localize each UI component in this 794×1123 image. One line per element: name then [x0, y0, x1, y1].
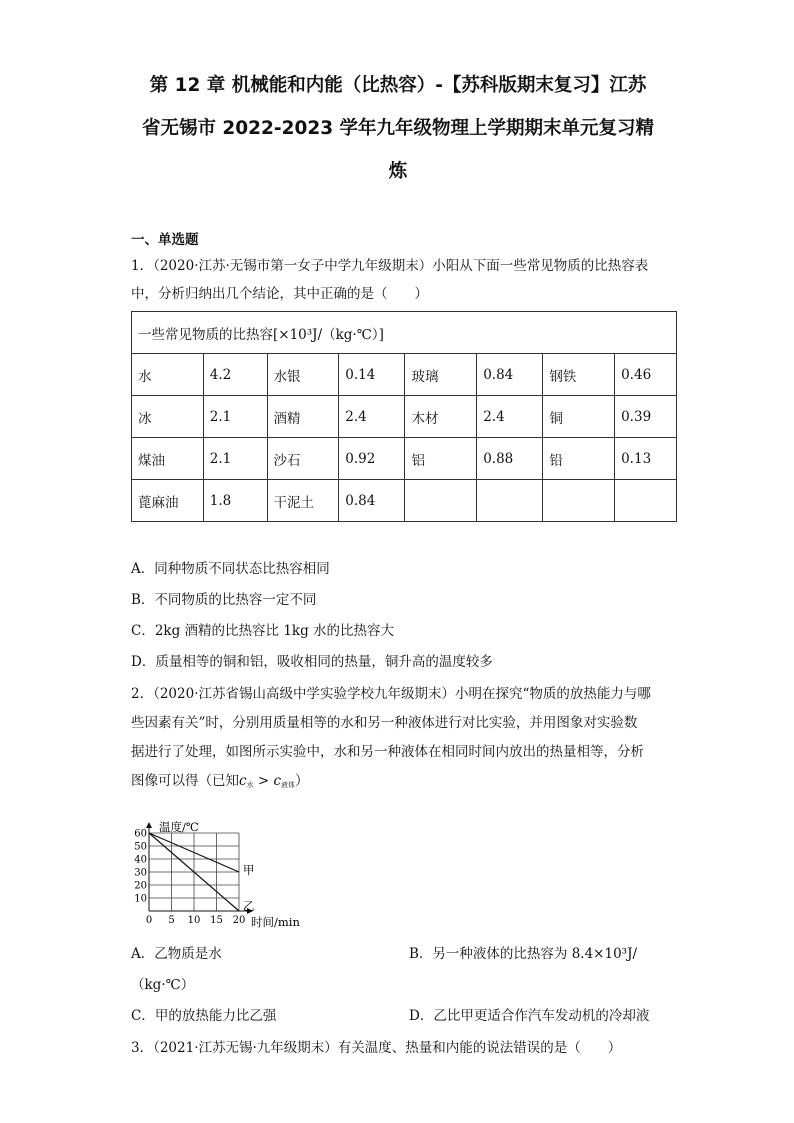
table-cell-value	[477, 480, 543, 522]
table-cell-substance: 铝	[405, 438, 477, 480]
q2-stem-line-1: 2．（2020·江苏省锡山高级中学实验学校九年级期末）小明在探究“物质的放热能力与哪	[131, 686, 651, 702]
q2-stem-line-3: 据进行了处理，如图所示实验中，水和另一种液体在相同时间内放出的热量相等，分析	[131, 744, 644, 760]
table-cell-substance	[543, 480, 615, 522]
title-line-1: 第 12 章 机械能和内能（比热容）-【苏科版期末复习】江苏	[149, 75, 647, 96]
table-cell-value: 0.92	[339, 438, 405, 480]
table-cell-substance: 铅	[543, 438, 615, 480]
q2-option-b-cont: （kg·℃）	[131, 977, 195, 993]
table-cell-substance: 铜	[543, 396, 615, 438]
chart-xlabel: 时间/min	[251, 915, 300, 929]
table-row	[132, 480, 677, 522]
question-2-stem	[131, 680, 665, 800]
y-tick-label: 40	[134, 854, 147, 866]
table-cell-value: 0.84	[477, 354, 543, 396]
x-tick-label: 0	[145, 915, 153, 926]
y-tick-label: 30	[134, 867, 147, 879]
y-tick-label: 50	[134, 841, 147, 853]
q2-option-a: A．乙物质是水	[131, 946, 222, 962]
question-3-stem: 3．（2021·江苏无锡·九年级期末）有关温度、热量和内能的说法错误的是（ ）	[131, 1040, 622, 1056]
x-tick-label: 20	[232, 915, 246, 926]
x-tick-label: 5	[168, 915, 175, 926]
table-cell-value: 0.46	[615, 354, 677, 396]
q2-option-d: D．乙比甲更适合作汽车发动机的冷却液	[409, 1008, 650, 1024]
y-axis-arrow-icon	[146, 822, 152, 828]
q2-line-4-prefix: 图像可以得（已知	[131, 773, 239, 789]
q1-option-d: D．质量相等的铜和铝，吸收相同的热量，铜升高的温度较多	[131, 654, 493, 670]
x-tick-label: 10	[187, 915, 201, 926]
q1-stem-line-1: 1．（2020·江苏·无锡市第一女子中学九年级期末）小阳从下面一些常见物质的比热容表	[131, 258, 649, 274]
c-symbol-liquid: c	[273, 773, 282, 789]
y-tick-label: 10	[134, 893, 147, 905]
title-line-2: 省无锡市 2022-2023 学年九年级物理上学期期末单元复习精	[141, 118, 655, 139]
q2-stem-line-2: 些因素有关”时，分别用质量相等的水和另一种液体进行对比实验，并用图象对实验数	[131, 715, 638, 731]
sub-water: 水	[246, 781, 254, 789]
temperature-time-chart	[128, 818, 318, 930]
table-row	[132, 396, 677, 438]
title-line-3: 炼	[388, 161, 408, 182]
y-tick-label: 60	[134, 828, 147, 840]
table-row	[132, 438, 677, 480]
y-tick-label: 20	[134, 880, 147, 892]
q1-stem-line-2: 中，分析归纳出几个结论，其中正确的是（ ）	[131, 286, 428, 302]
table-cell-value: 4.2	[203, 354, 267, 396]
sub-liquid: 液体	[281, 781, 296, 789]
specific-heat-table	[131, 311, 677, 522]
table-cell-value: 2.1	[203, 438, 267, 480]
table-cell-substance: 木材	[405, 396, 477, 438]
q2-stem-line-4	[131, 767, 665, 800]
table-cell-value: 1.8	[203, 480, 267, 522]
table-cell-substance: 蓖麻油	[132, 480, 204, 522]
table-cell-value: 2.4	[339, 396, 405, 438]
table-cell-value: 2.4	[477, 396, 543, 438]
series-label: 乙	[243, 899, 255, 913]
table-cell-value	[615, 480, 677, 522]
table-cell-substance: 煤油	[132, 438, 204, 480]
greater-than: >	[253, 773, 274, 789]
q1-option-b: B．不同物质的比热容一定不同	[131, 592, 317, 608]
series-label: 甲	[243, 863, 255, 877]
x-tick-label: 15	[210, 915, 223, 926]
q1-option-c: C．2kg 酒精的比热容比 1kg 水的比热容大	[131, 623, 395, 639]
table-cell-substance: 钢铁	[543, 354, 615, 396]
q2-option-c: C．甲的放热能力比乙强	[131, 1008, 277, 1024]
table-caption: 一些常见物质的比热容[×10³J/（kg·℃）]	[132, 312, 677, 354]
table-cell-value: 2.1	[203, 396, 267, 438]
q2-line-4-suffix: ）	[295, 773, 309, 789]
table-cell-value: 0.84	[339, 480, 405, 522]
table-cell-substance: 水	[132, 354, 204, 396]
table-body	[132, 354, 677, 522]
chart-ylabel: 温度/℃	[159, 820, 199, 834]
table-row	[132, 354, 677, 396]
table-cell-value: 0.14	[339, 354, 405, 396]
table-cell-substance: 水银	[267, 354, 339, 396]
section-heading: 一、单选题	[131, 232, 199, 248]
table-cell-substance: 酒精	[267, 396, 339, 438]
q2-option-b: B．另一种液体的比热容为 8.4×10³J/	[409, 946, 638, 962]
document-title	[128, 64, 668, 193]
table-cell-value: 0.88	[477, 438, 543, 480]
table-cell-substance: 沙石	[267, 438, 339, 480]
table-cell-value: 0.39	[615, 396, 677, 438]
table-cell-substance	[405, 480, 477, 522]
table-cell-substance: 玻璃	[405, 354, 477, 396]
c-symbol-water: c	[239, 773, 247, 789]
table-cell-substance: 干泥土	[267, 480, 339, 522]
chart-axes	[146, 822, 253, 914]
table-cell-substance: 冰	[132, 396, 204, 438]
question-1-stem	[131, 252, 665, 308]
q1-option-a: A．同种物质不同状态比热容相同	[131, 561, 330, 577]
table-cell-value: 0.13	[615, 438, 677, 480]
